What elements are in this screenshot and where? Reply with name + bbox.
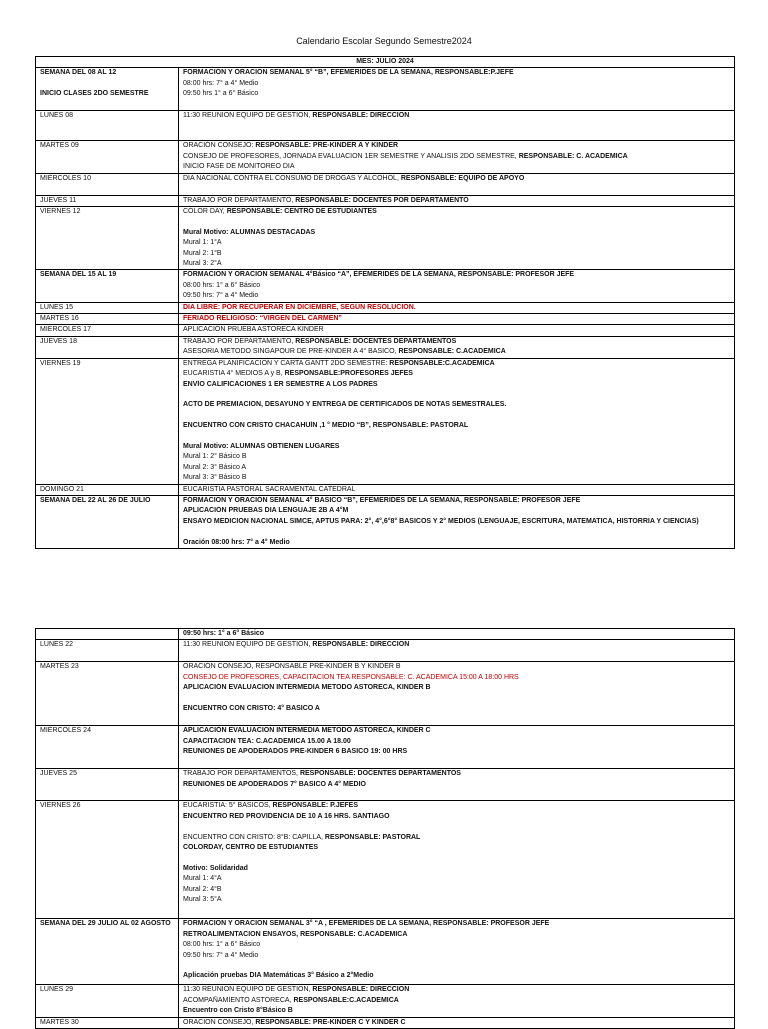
entry-text: TRABAJO POR DEPARTAMENTO, [183, 196, 296, 204]
entry-text: ORACIÓN CONSEJO: [183, 142, 256, 150]
row-content [179, 358, 735, 484]
entry-line: CAPACITACION TEA: C.ACADEMICA 15.00 A 18.00 [183, 737, 351, 745]
row-label: SEMANA DEL 29 JULIO AL 02 AGOSTO [36, 919, 179, 985]
table-row [36, 919, 735, 985]
row-content: FERIADO RELIGIOSO: “VIRGEN DEL CARMEN” [179, 314, 735, 325]
mural-line: Mural 3: 2°A [183, 260, 222, 268]
row-content [179, 495, 735, 548]
semester-start-label: INICIO CLASES 2DO SEMESTRE [40, 90, 149, 98]
row-content [179, 173, 735, 195]
entry-text: ORACION CONSEJO, [183, 1018, 256, 1026]
row-content [179, 985, 735, 1017]
entry-line: REUNIONES DE APODERADOS 7° BASICO A 4° MEDIO [183, 780, 366, 788]
entry-responsible: RESPONSABLE:C.ACADEMICA [293, 996, 399, 1004]
month-header: MES: JULIO 2024 [36, 57, 735, 68]
entry-responsible: RESPONSABLE: C. ACADEMICA [518, 152, 628, 160]
row-label: JUEVES 25 [36, 769, 179, 801]
mural-line: Mural 2: 4°B [183, 885, 222, 893]
row-label: LUNES 29 [36, 985, 179, 1017]
entry-line: ENVÍO CALIFICACIONES 1 ER SEMESTRE A LOS PADRES [183, 380, 378, 388]
entry-line: FORMACION Y ORACION SEMANAL 5° “B”, EFEMERIDES DE LA SEMANA, RESPONSABLE:P.JEFE [183, 69, 514, 77]
mural-line: Mural 1: 4°A [183, 875, 222, 883]
row-label: MIERCOLES 17 [36, 325, 179, 336]
entry-line: INICIO FASE DE MONITOREO DIA [183, 163, 295, 171]
row-label: LUNES 22 [36, 640, 179, 662]
entry-text: 11:30 REUNION EQUIPO DE GESTION, [183, 641, 313, 649]
table-row [36, 68, 735, 111]
table-row [36, 1017, 735, 1028]
entry-line: APLICACIÓN EVALUACION INTERMEDIA METODO ASTORECA, KINDER C [183, 727, 431, 735]
row-content [179, 111, 735, 141]
row-content [179, 769, 735, 801]
mural-line: Mural 3: 3° Básico B [183, 474, 247, 482]
row-label: VIERNES 19 [36, 358, 179, 484]
row-label: MARTES 23 [36, 662, 179, 726]
entry-responsible: RESPONSABLE: PASTORAL [324, 833, 421, 841]
entry-line: 08:00 hrs: 7° a 4° Medio [183, 79, 259, 87]
table-row [36, 640, 735, 662]
entry-line: Aplicación pruebas DIA Matemáticas 3° Básico a 2°Medio [183, 972, 374, 980]
entry-responsible: RESPONSABLE: C.ACADEMICA [398, 348, 506, 356]
row-content: DIA LIBRE: POR RECUPERAR EN DICIEMBRE, SEGÚN RESOLUCION. [179, 302, 735, 313]
entry-responsible: RESPONSABLE: DOCENTES DEPARTAMENTOS [299, 770, 461, 778]
entry-line: FORMACION Y ORACION SEMANAL 4°Básico “A”, EFEMERIDES DE LA SEMANA, RESPONSABLE: PROFESOR JEFE [183, 271, 575, 279]
row-label [36, 68, 179, 111]
entry-text: RETROALIMENTACION ENSAYOS, [183, 930, 301, 938]
entry-responsible: RESPONSABLE: PRE-KINDER A Y KINDER [255, 142, 399, 150]
table-row [36, 985, 735, 1017]
entry-line: ENCUENTRO CON CRISTO: 4° BASICO A [183, 705, 320, 713]
mural-line: Mural 2: 3° Básico A [183, 463, 247, 471]
entry-text: CONSEJO DE PROFESORES, JORNADA EVALUACION 1ER SEMESTRE Y ANALISIS 2DO SEMESTRE, [183, 152, 519, 160]
table-row [36, 484, 735, 495]
entry-line: REUNIONES DE APODERADOS PRE-KINDER 6 BASICO 19: 00 HRS [183, 748, 408, 756]
table-row [36, 302, 735, 313]
table-row [36, 629, 735, 640]
mural-line: Mural 2: 1°B [183, 249, 222, 257]
row-content [179, 726, 735, 769]
entry-responsible: RESPONSABLE: DIRECCION [312, 986, 410, 994]
week-label: SEMANA DEL 08 AL 12 [40, 69, 117, 77]
table-row [36, 270, 735, 302]
entry-responsible: RESPONSABLE:PROFESORES JEFES [284, 370, 413, 378]
row-label [36, 629, 179, 640]
entry-line: 08:00 hrs: 1° a 6° Básico [183, 281, 261, 289]
entry-line: 09:50 hrs: 7° a 4° Medio [183, 951, 259, 959]
entry-line: FORMACION Y ORACION SEMANAL 3° “A , EFEMERIDES DE LA SEMANA, RESPONSABLE: PROFESOR JEFE [183, 920, 550, 928]
row-content [179, 207, 735, 270]
entry-text: COLOR DAY, [183, 208, 227, 216]
mural-motive: Mural Motivo: ALUMNAS OBTIENEN LUGARES [183, 442, 340, 450]
table-row [36, 325, 735, 336]
row-content [179, 336, 735, 358]
row-label: JUEVES 11 [36, 195, 179, 206]
entry-responsible: RESPONSABLE: DIRECCION [312, 112, 410, 120]
entry-text: 11:30 REUNION EQUIPO DE GESTION, [183, 986, 313, 994]
entry-line: 08:00 hrs: 1° a 6° Básico [183, 941, 261, 949]
row-content [179, 640, 735, 662]
row-label: DOMINGO 21 [36, 484, 179, 495]
row-content [179, 1017, 735, 1028]
page-title: Calendario Escolar Segundo Semestre2024 [296, 36, 472, 46]
entry-text: TRABAJO POR DEPARTAMENTOS, [183, 770, 300, 778]
entry-responsible: RESPONSABLE: CENTRO DE ESTUDIANTES [226, 208, 377, 216]
row-label: MARTES 16 [36, 314, 179, 325]
entry-responsible: RESPONSABLE: PRE-KINDER C Y KINDER C [255, 1018, 406, 1026]
row-content [179, 801, 735, 919]
row-label: LUNES 15 [36, 302, 179, 313]
entry-responsible: RESPONSABLE: DIRECCION [312, 641, 410, 649]
entry-line: Oración 08:00 hrs: 7° a 4° Medio [183, 538, 290, 546]
row-label: VIERNES 12 [36, 207, 179, 270]
entry-line: 09:50 hrs 1° a 6° Básico [183, 90, 259, 98]
row-content [179, 919, 735, 985]
entry-line: ENCUENTRO RED PROVIDENCIA DE 10 A 16 HRS. SANTIAGO [183, 812, 390, 820]
mural-line: Mural 1: 1°A [183, 239, 222, 247]
mural-line: Mural 3: 5°A [183, 896, 222, 904]
row-content [179, 195, 735, 206]
entry-line: Encuentro con Cristo 8°Básico B [183, 1007, 293, 1015]
entry-line: 09:50 hrs: 7° a 4° Medio [183, 292, 259, 300]
row-label: LUNES 08 [36, 111, 179, 141]
table-row [36, 336, 735, 358]
entry-text: ASESORIA METODO SINGAPOUR DE PRE-KINDER A 4° BASICO, [183, 348, 399, 356]
entry-responsible: RESPONSABLE: C.ACADEMICA [300, 930, 408, 938]
row-label: MARTES 09 [36, 141, 179, 173]
entry-text: 11:30 REUNION EQUIPO DE GESTION, [183, 112, 313, 120]
row-content: 09:50 hrs: 1° a 6° Básico [179, 629, 735, 640]
row-content: APLICACIÓN PRUEBA ASTORECA KINDER [179, 325, 735, 336]
calendar-table-july [35, 56, 735, 549]
row-label: SEMANA DEL 22 AL 26 DE JULIO [36, 495, 179, 548]
entry-responsible: RESPONSABLE: EQUIPO DE APOYO [400, 174, 525, 182]
entry-line: APLICACIÓN PRUEBAS DIA LENGUAJE 2B A 4°M [183, 507, 349, 515]
row-content [179, 68, 735, 111]
table-row [36, 726, 735, 769]
table-row [36, 662, 735, 726]
entry-responsible: RESPONSABLE: DOCENTES POR DEPARTAMENTO [295, 196, 469, 204]
table-row [36, 195, 735, 206]
entry-responsible: RESPONSABLE: P.JEFES [272, 802, 358, 810]
row-label: JUEVES 18 [36, 336, 179, 358]
table-row [36, 769, 735, 801]
entry-line: ENSAYO MEDICION NACIONAL SIMCE, APTUS PARA: 2°, 4°,6°8° BASICOS Y 2° MEDIOS (LENGUAJE, ESCRITURA, MATEMATICA, HISTORRIA Y CIENCIAS) [183, 517, 699, 525]
row-content [179, 141, 735, 173]
entry-text: EUCARISTIA: 5° BASICOS, [183, 802, 273, 810]
entry-line: CONSEJO DE PROFESORES, CAPACITACION TEA RESPONSABLE: C. ACADEMICA 15:00 A 18:00 HRS [183, 673, 519, 681]
table-row [36, 111, 735, 141]
entry-line: APLICACIÓN EVALUACION INTERMEDIA METODO ASTORECA, KINDER B [183, 684, 431, 692]
month-header-row [36, 57, 735, 68]
mural-motive: Mural Motivo: ALUMNAS DESTACADAS [183, 228, 316, 236]
table-row [36, 801, 735, 919]
row-label: SEMANA DEL 15 AL 19 [36, 270, 179, 302]
entry-line: FORMACION Y ORACIÓN SEMANAL 4° BASICO “B”, EFEMERIDES DE LA SEMANA, RESPONSABLE: PROFESOR JEFE [183, 496, 581, 504]
entry-text: DIA NACIONAL CONTRA EL CONSUMO DE DROGAS Y ALCOHOL, [183, 174, 401, 182]
table-row [36, 358, 735, 484]
entry-text: ACOMPAÑAMIENTO ASTORECA, [183, 996, 294, 1004]
entry-responsible: RESPONSABLE: DOCENTES DEPARTAMENTOS [295, 337, 457, 345]
table-row [36, 495, 735, 548]
row-content [179, 270, 735, 302]
calendar-table-july-continued [35, 628, 735, 1029]
entry-text: EUCARISTIA 4° MEDIOS A y B, [183, 370, 285, 378]
table-row [36, 141, 735, 173]
row-content [179, 662, 735, 726]
row-content: EUCARISTIA PASTORAL SACRAMENTAL CATEDRAL [179, 484, 735, 495]
row-label: MIÉRCOLES 24 [36, 726, 179, 769]
entry-text: TRABAJO POR DEPARTAMENTO, [183, 337, 296, 345]
entry-line: ENCUENTRO CON CRISTO CHACAHUÍN ,1 ° MEDIO “B”, RESPONSABLE: PASTORAL [183, 422, 469, 430]
entry-text: ENCUENTRO CON CRISTO: 8°B: CAPILLA, [183, 833, 325, 841]
mural-line: Mural 1: 2° Básico B [183, 453, 247, 461]
table-row [36, 207, 735, 270]
entry-text: ENTREGA PLANIFICACION Y CARTA GANTT 2DO SEMESTRE: [183, 359, 390, 367]
mural-motive: Motivo: Solidaridad [183, 864, 248, 872]
table-row [36, 314, 735, 325]
row-label: MIÉRCOLES 10 [36, 173, 179, 195]
row-label: MARTES 30 [36, 1017, 179, 1028]
table-row [36, 173, 735, 195]
entry-line: ORACIÓN CONSEJO, RESPONSABLE PRE-KINDER B Y KINDER B [183, 663, 401, 671]
row-label: VIERNES 26 [36, 801, 179, 919]
entry-responsible: RESPONSABLE:C.ACADEMICA [389, 359, 495, 367]
entry-line: ACTO DE PREMIACION, DESAYUNO Y ENTREGA DE CERTIFICADOS DE NOTAS SEMESTRALES. [183, 401, 507, 409]
entry-line: COLORDAY, CENTRO DE ESTUDIANTES [183, 844, 319, 852]
